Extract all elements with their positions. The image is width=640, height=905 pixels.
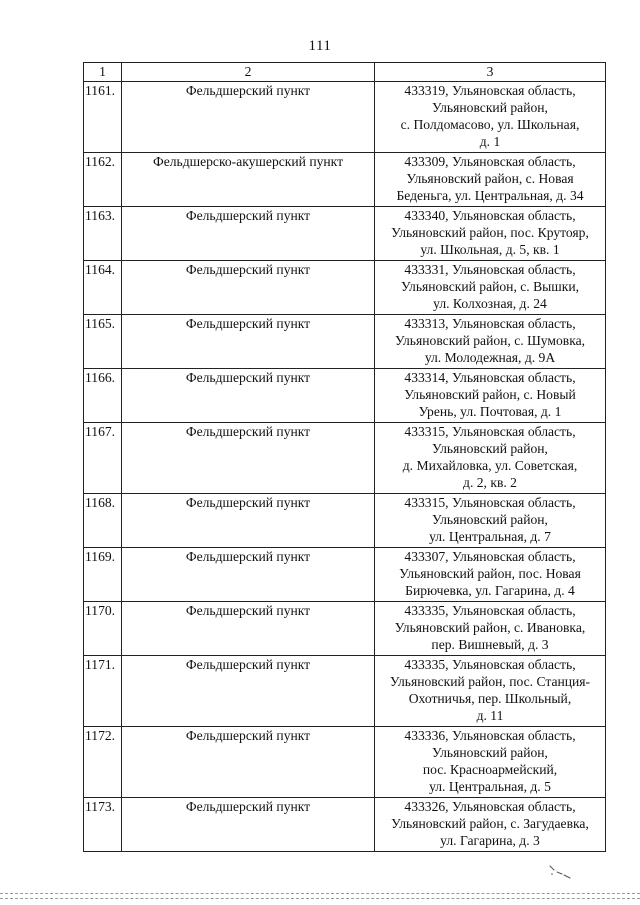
row-number: 1171. xyxy=(84,656,122,727)
table-row xyxy=(84,548,606,602)
row-number: 1170. xyxy=(84,602,122,656)
facility-type: Фельдшерский пункт xyxy=(122,82,375,153)
row-number: 1168. xyxy=(84,494,122,548)
row-number: 1164. xyxy=(84,261,122,315)
facility-address: 433314, Ульяновская область, Ульяновский район, с. Новый Урень, ул. Почтовая, д. 1 xyxy=(375,369,606,423)
facility-type: Фельдшерско-акушерский пункт xyxy=(122,153,375,207)
table-row xyxy=(84,656,606,727)
facility-address: 433315, Ульяновская область, Ульяновский район, ул. Центральная, д. 7 xyxy=(375,494,606,548)
column-header-address: 3 xyxy=(375,63,606,82)
facility-type: Фельдшерский пункт xyxy=(122,369,375,423)
row-number: 1162. xyxy=(84,153,122,207)
facility-address: 433336, Ульяновская область, Ульяновский район, пос. Красноармейский, ул. Центральная, д. 5 xyxy=(375,727,606,798)
row-number: 1173. xyxy=(84,798,122,852)
facility-type: Фельдшерский пункт xyxy=(122,261,375,315)
row-number: 1165. xyxy=(84,315,122,369)
table-row xyxy=(84,207,606,261)
table-row xyxy=(84,315,606,369)
pen-mark xyxy=(548,862,574,880)
row-number: 1172. xyxy=(84,727,122,798)
table-row xyxy=(84,153,606,207)
facility-address: 433309, Ульяновская область, Ульяновский район, с. Новая Беденьга, ул. Центральная, д. 34 xyxy=(375,153,606,207)
facility-address: 433331, Ульяновская область, Ульяновский район, с. Вышки, ул. Колхозная, д. 24 xyxy=(375,261,606,315)
table-row xyxy=(84,82,606,153)
row-number: 1166. xyxy=(84,369,122,423)
table-body xyxy=(84,63,606,852)
facility-address: 433319, Ульяновская область, Ульяновский район, с. Полдомасово, ул. Школьная, д. 1 xyxy=(375,82,606,153)
scan-edge-line xyxy=(0,898,640,899)
table-row xyxy=(84,602,606,656)
facility-address: 433326, Ульяновская область, Ульяновский район, с. Загудаевка, ул. Гагарина, д. 3 xyxy=(375,798,606,852)
medical-points-table xyxy=(83,62,606,852)
table-row xyxy=(84,494,606,548)
table-header-row xyxy=(84,63,606,82)
scan-edge-line xyxy=(0,893,640,894)
facility-type: Фельдшерский пункт xyxy=(122,315,375,369)
facility-address: 433335, Ульяновская область, Ульяновский район, пос. Станция- Охотничья, пер. Школьный, д. 11 xyxy=(375,656,606,727)
page-number: 111 xyxy=(308,38,332,54)
facility-address: 433313, Ульяновская область, Ульяновский район, с. Шумовка, ул. Молодежная, д. 9А xyxy=(375,315,606,369)
facility-address: 433315, Ульяновская область, Ульяновский район, д. Михайловка, ул. Советская, д. 2, кв. 2 xyxy=(375,423,606,494)
row-number: 1169. xyxy=(84,548,122,602)
table-row xyxy=(84,423,606,494)
row-number: 1163. xyxy=(84,207,122,261)
facility-type: Фельдшерский пункт xyxy=(122,602,375,656)
table-row xyxy=(84,798,606,852)
table-row xyxy=(84,727,606,798)
facility-address: 433307, Ульяновская область, Ульяновский район, пос. Новая Бирючевка, ул. Гагарина, д. 4 xyxy=(375,548,606,602)
table-row xyxy=(84,369,606,423)
facility-type: Фельдшерский пункт xyxy=(122,727,375,798)
row-number: 1161. xyxy=(84,82,122,153)
facility-type: Фельдшерский пункт xyxy=(122,494,375,548)
column-header-number: 1 xyxy=(84,63,122,82)
facility-address: 433335, Ульяновская область, Ульяновский район, с. Ивановка, пер. Вишневый, д. 3 xyxy=(375,602,606,656)
table-row xyxy=(84,261,606,315)
facility-type: Фельдшерский пункт xyxy=(122,207,375,261)
facility-type: Фельдшерский пункт xyxy=(122,656,375,727)
facility-type: Фельдшерский пункт xyxy=(122,548,375,602)
facility-address: 433340, Ульяновская область, Ульяновский район, пос. Крутояр, ул. Школьная, д. 5, кв. 1 xyxy=(375,207,606,261)
column-header-type: 2 xyxy=(122,63,375,82)
facility-type: Фельдшерский пункт xyxy=(122,798,375,852)
row-number: 1167. xyxy=(84,423,122,494)
facility-type: Фельдшерский пункт xyxy=(122,423,375,494)
